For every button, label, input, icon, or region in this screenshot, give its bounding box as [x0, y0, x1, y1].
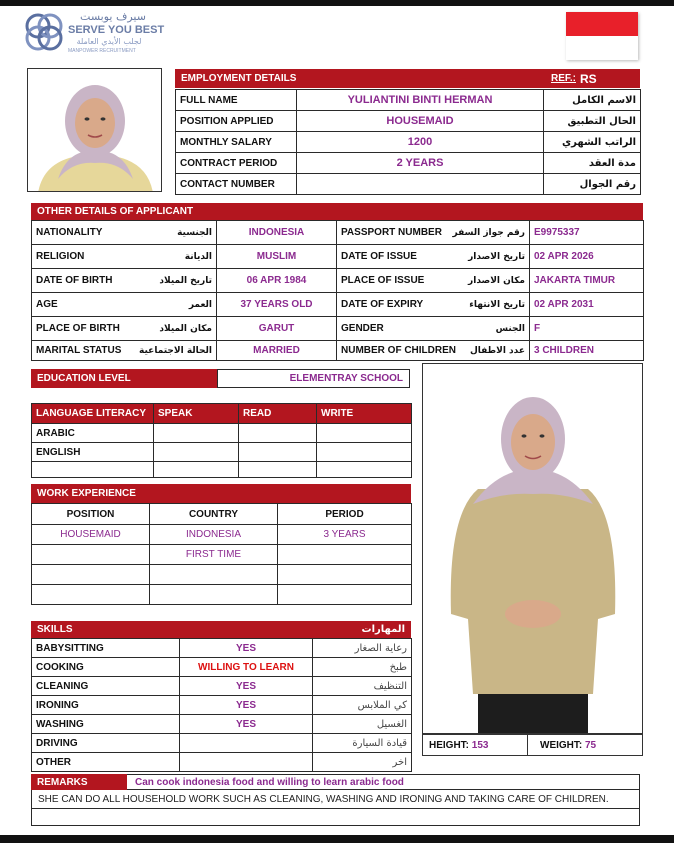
- other-arabic: اخر: [313, 753, 412, 772]
- position-value: HOUSEMAID: [297, 111, 544, 132]
- cooking-arabic: طبخ: [313, 658, 412, 677]
- work-experience-header-right: [221, 484, 411, 503]
- work-first-time: FIRST TIME: [150, 545, 278, 565]
- table-cell: [317, 424, 412, 443]
- education-label: EDUCATION LEVEL: [31, 369, 217, 388]
- work-country: INDONESIA: [150, 525, 278, 545]
- skills-header: SKILLS: [31, 621, 241, 638]
- contact-value: [297, 174, 544, 195]
- table-row: [32, 639, 412, 658]
- table-cell: [239, 443, 317, 462]
- ironing-arabic: كي الملابس: [313, 696, 412, 715]
- marital-value: MARRIED: [217, 341, 337, 361]
- issue-place-arabic: مكان الاصدار: [468, 275, 525, 286]
- salary-arabic: الراتب الشهري: [544, 132, 641, 153]
- full-name-label: FULL NAME: [176, 90, 297, 111]
- table-cell: [239, 424, 317, 443]
- employment-table: [175, 89, 641, 195]
- children-arabic: عدد الاطفال: [469, 345, 525, 356]
- birthplace-label: PLACE OF BIRTH: [36, 323, 120, 334]
- children-value: 3 CHILDREN: [530, 341, 644, 361]
- table-cell: [150, 565, 278, 585]
- write-header: WRITE: [317, 404, 412, 424]
- table-row: [32, 677, 412, 696]
- gender-value: F: [530, 317, 644, 341]
- bottom-border: [0, 835, 674, 843]
- children-label: NUMBER OF CHILDREN: [341, 345, 456, 356]
- period-col-header: PERIOD: [278, 504, 412, 525]
- issue-place-value: JAKARTA TIMUR: [530, 269, 644, 293]
- education-value: ELEMENTRAY SCHOOL: [217, 369, 410, 388]
- table-cell: [278, 565, 412, 585]
- table-row: [32, 443, 412, 462]
- table-row: [176, 90, 641, 111]
- weight-value: 75: [585, 740, 597, 751]
- other-details-header: OTHER DETAILS OF APPLICANT: [31, 203, 336, 220]
- brand-arabic-sub: لجلب الأيدي العاملة: [76, 37, 142, 46]
- religion-value: MUSLIM: [217, 245, 337, 269]
- table-row: [32, 317, 644, 341]
- nationality-label: NATIONALITY: [36, 227, 103, 238]
- ref-value: RS: [580, 71, 597, 86]
- driving-arabic: قيادة السيارة: [313, 734, 412, 753]
- full-name-value: YULIANTINI BINTI HERMAN: [297, 90, 544, 111]
- nationality-value: INDONESIA: [217, 221, 337, 245]
- expiry-value: 02 APR 2031: [530, 293, 644, 317]
- other-label: OTHER: [32, 753, 180, 772]
- company-logo-icon: [24, 12, 64, 52]
- speak-header: SPEAK: [154, 404, 239, 424]
- language-english: ENGLISH: [32, 443, 154, 462]
- gender-arabic: الجنس: [495, 323, 525, 334]
- table-cell: [32, 585, 150, 605]
- table-cell: [317, 443, 412, 462]
- work-period: 3 YEARS: [278, 525, 412, 545]
- read-header: READ: [239, 404, 317, 424]
- dob-label: DATE OF BIRTH: [36, 275, 113, 286]
- table-row: [32, 734, 412, 753]
- contract-arabic: مدة العقد: [544, 153, 641, 174]
- language-header: LANGUAGE LITERACY: [32, 404, 154, 424]
- brand-arabic: سيرف يوبست: [80, 10, 146, 23]
- applicant-full-body-photo: [422, 363, 643, 734]
- babysitting-value: YES: [180, 639, 313, 658]
- table-row: [176, 111, 641, 132]
- table-row: [32, 696, 412, 715]
- skills-header-arabic: المهارات: [241, 621, 411, 638]
- employment-details-header: EMPLOYMENT DETAILS: [175, 69, 541, 88]
- ref-cell: [541, 69, 640, 88]
- table-row: [32, 504, 412, 525]
- birthplace-arabic: مكان الميلاد: [159, 323, 212, 334]
- remarks-blank-row: [31, 809, 640, 826]
- passport-value: E9975337: [530, 221, 644, 245]
- table-cell: [32, 545, 150, 565]
- language-table: [31, 403, 412, 478]
- washing-label: WASHING: [32, 715, 180, 734]
- table-cell: [317, 462, 412, 478]
- brand-tagline: MANPOWER RECRUITMENT: [68, 48, 136, 54]
- religion-label: RELIGION: [36, 251, 85, 262]
- issue-date-arabic: تاريخ الاصدار: [468, 251, 525, 262]
- weight-label: WEIGHT:: [540, 740, 583, 751]
- height-value: 153: [471, 740, 489, 751]
- ref-label: REF.:: [551, 73, 576, 84]
- gender-label: GENDER: [341, 323, 384, 334]
- position-label: POSITION APPLIED: [176, 111, 297, 132]
- table-cell: [150, 585, 278, 605]
- cooking-value: WILLING TO LEARN: [180, 658, 313, 677]
- contact-label: CONTACT NUMBER: [176, 174, 297, 195]
- table-row: [32, 269, 644, 293]
- cooking-label: COOKING: [32, 658, 180, 677]
- expiry-label: DATE OF EXPIRY: [341, 299, 424, 310]
- issue-place-label: PLACE OF ISSUE: [341, 275, 425, 286]
- contract-value: 2 YEARS: [297, 153, 544, 174]
- table-row: [32, 424, 412, 443]
- salary-label: MONTHLY SALARY: [176, 132, 297, 153]
- birthplace-value: GARUT: [217, 317, 337, 341]
- table-row: [176, 132, 641, 153]
- marital-arabic: الحالة الاجتماعية: [139, 345, 212, 356]
- issue-date-label: DATE OF ISSUE: [341, 251, 417, 262]
- top-border: [0, 0, 674, 6]
- table-cell: [278, 585, 412, 605]
- work-position: HOUSEMAID: [32, 525, 150, 545]
- remarks-label: REMARKS: [31, 774, 127, 790]
- table-row: [32, 658, 412, 677]
- brand-name: SERVE YOU BEST: [68, 24, 165, 36]
- remarks-line-1: Can cook indonesia food and willing to learn arabic food: [127, 774, 640, 790]
- table-cell: [278, 545, 412, 565]
- cleaning-arabic: التنظيف: [313, 677, 412, 696]
- work-table: [31, 503, 412, 605]
- washing-arabic: الغسيل: [313, 715, 412, 734]
- issue-date-value: 02 APR 2026: [530, 245, 644, 269]
- table-row: [32, 715, 412, 734]
- table-row: [32, 245, 644, 269]
- contact-arabic: رقم الجوال: [544, 174, 641, 195]
- work-experience-header: WORK EXPERIENCE: [31, 484, 221, 503]
- table-row: [176, 174, 641, 195]
- washing-value: YES: [180, 715, 313, 734]
- contract-label: CONTRACT PERIOD: [176, 153, 297, 174]
- measurements-bar: [422, 734, 643, 756]
- cleaning-value: YES: [180, 677, 313, 696]
- age-value: 37 YEARS OLD: [217, 293, 337, 317]
- other-details-table: [31, 220, 644, 361]
- skills-table: [31, 638, 412, 772]
- remarks-line-2: SHE CAN DO ALL HOUSEHOLD WORK SUCH AS CLEANING, WASHING AND IRONING AND TAKING CARE OF CHILDREN.: [31, 790, 640, 809]
- full-name-arabic: الاسم الكامل: [544, 90, 641, 111]
- table-row: [32, 221, 644, 245]
- table-row: [32, 462, 412, 478]
- country-col-header: COUNTRY: [150, 504, 278, 525]
- dob-value: 06 APR 1984: [217, 269, 337, 293]
- table-cell: [32, 462, 154, 478]
- table-row: [32, 565, 412, 585]
- table-row: [32, 404, 412, 424]
- position-arabic: الحال التطبيق: [544, 111, 641, 132]
- indonesia-flag-icon: [566, 12, 638, 60]
- salary-value: 1200: [297, 132, 544, 153]
- expiry-arabic: تاريخ الانتهاء: [469, 299, 525, 310]
- babysitting-label: BABYSITTING: [32, 639, 180, 658]
- other-details-header-right: [336, 203, 643, 220]
- ironing-label: IRONING: [32, 696, 180, 715]
- table-cell: [239, 462, 317, 478]
- language-arabic: ARABIC: [32, 424, 154, 443]
- cleaning-label: CLEANING: [32, 677, 180, 696]
- other-value: [180, 753, 313, 772]
- ironing-value: YES: [180, 696, 313, 715]
- applicant-portrait-photo: [27, 68, 162, 192]
- table-row: [32, 753, 412, 772]
- table-row: [32, 293, 644, 317]
- position-col-header: POSITION: [32, 504, 150, 525]
- marital-label: MARITAL STATUS: [36, 345, 122, 356]
- height-label: HEIGHT:: [429, 740, 469, 751]
- religion-arabic: الديانة: [184, 251, 212, 262]
- table-row: [32, 545, 412, 565]
- passport-label: PASSPORT NUMBER: [341, 227, 442, 238]
- table-cell: [154, 443, 239, 462]
- age-arabic: العمر: [188, 299, 212, 310]
- babysitting-arabic: رعاية الصغار: [313, 639, 412, 658]
- nationality-arabic: الجنسية: [177, 227, 212, 238]
- table-cell: [154, 424, 239, 443]
- table-row: [176, 153, 641, 174]
- table-cell: [32, 565, 150, 585]
- dob-arabic: تاريخ الميلاد: [159, 275, 212, 286]
- passport-arabic: رقم جواز السفر: [452, 227, 525, 238]
- table-row: [32, 585, 412, 605]
- age-label: AGE: [36, 299, 58, 310]
- table-row: [32, 525, 412, 545]
- table-row: [32, 341, 644, 361]
- driving-label: DRIVING: [32, 734, 180, 753]
- driving-value: [180, 734, 313, 753]
- table-cell: [154, 462, 239, 478]
